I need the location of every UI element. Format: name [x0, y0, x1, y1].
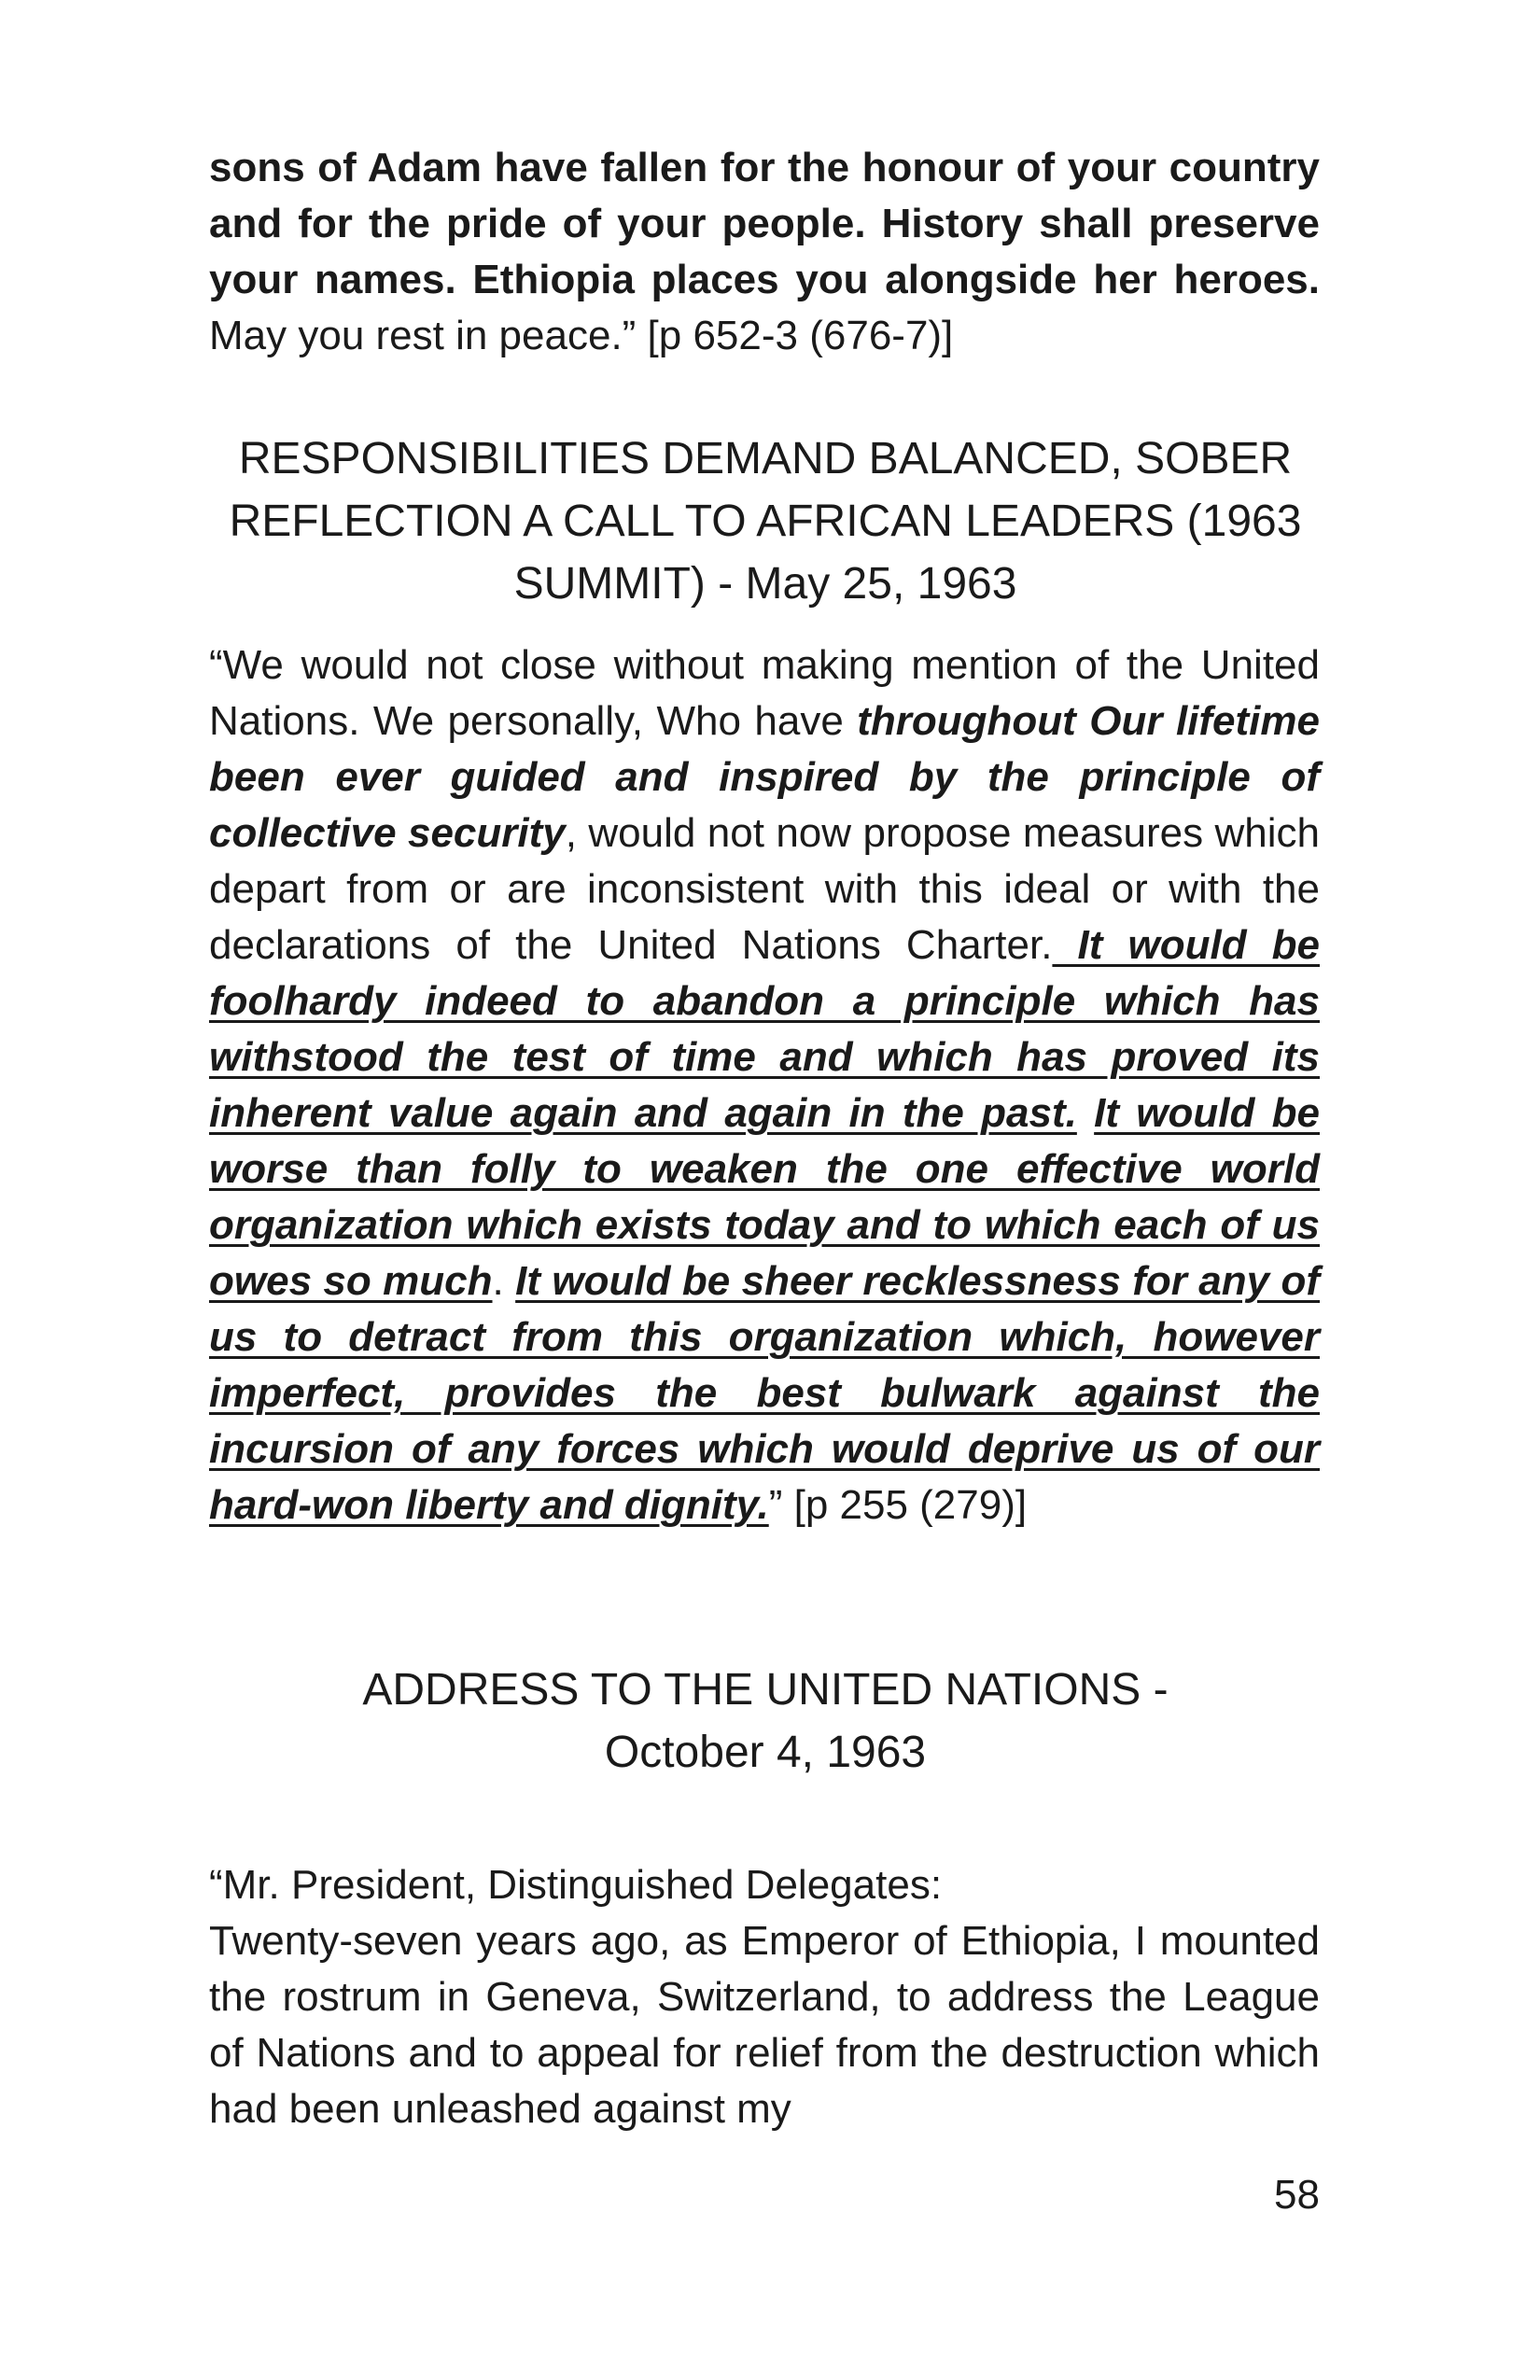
quote-underlined-foolhardy: It would be foolhardy indeed to abandon a principle which has withstood the test of time and which has proved its inherent value again and again in the past.: [209, 922, 1320, 1136]
section2-heading-line2: October 4, 1963: [604, 1728, 927, 1777]
quote-emphasis-collective-security: throughout Our lifetime been ever guided and inspired by the principle of collective security: [209, 698, 1320, 856]
carryover-plain-text: May you rest in peace.” [p 652-3 (676-7)]: [209, 313, 954, 358]
quote-separator: .: [492, 1258, 516, 1304]
section2-body: Twenty-seven years ago, as Emperor of Ethiopia, I mounted the rostrum in Geneva, Switzerland, to address the League of Nations and to appeal for relief from the destruction which had been unleashed against my: [209, 1918, 1320, 2132]
quote-underlined-folly: It would be worse than folly to weaken the one effective world organization which exists today and to which each of us owes so much: [209, 1090, 1320, 1304]
quote-underlined-recklessness: It would be sheer recklessness for any of us to detract from this organization which, however imperfect, provides the best bulwark against the incursion of any forces which would deprive us of our hard-won liberty and dignity.: [209, 1258, 1321, 1528]
quote-space: [1077, 1090, 1094, 1136]
quote-intro: “We would not close without making mention of the United Nations. We personally, Who have: [209, 642, 1320, 744]
section2-heading: [140, 1659, 1391, 1784]
page-number: 58: [1274, 2172, 1320, 2218]
carryover-paragraph: [209, 140, 1320, 364]
section2-heading-line1: ADDRESS TO THE UNITED NATIONS -: [362, 1665, 1169, 1715]
quote-citation: ” [p 255 (279)]: [768, 1482, 1028, 1528]
carryover-bold-text: sons of Adam have fallen for the honour of your country and for the pride of your people. History shall preserve your names. Ethiopia places you alongside her heroes.: [209, 145, 1320, 302]
section1-heading: RESPONSIBILITIES DEMAND BALANCED, SOBER REFLECTION A CALL TO AFRICAN LEADERS (1963 SUMMIT) - May 25, 1963: [229, 434, 1302, 609]
section2-salutation: “Mr. President, Distinguished Delegates:: [209, 1862, 943, 1908]
section1-quote: [209, 637, 1320, 1533]
quote-middle: , would not now propose measures which depart from or are inconsistent with this ideal or with the declarations of the United Nations Charter.: [209, 810, 1320, 968]
